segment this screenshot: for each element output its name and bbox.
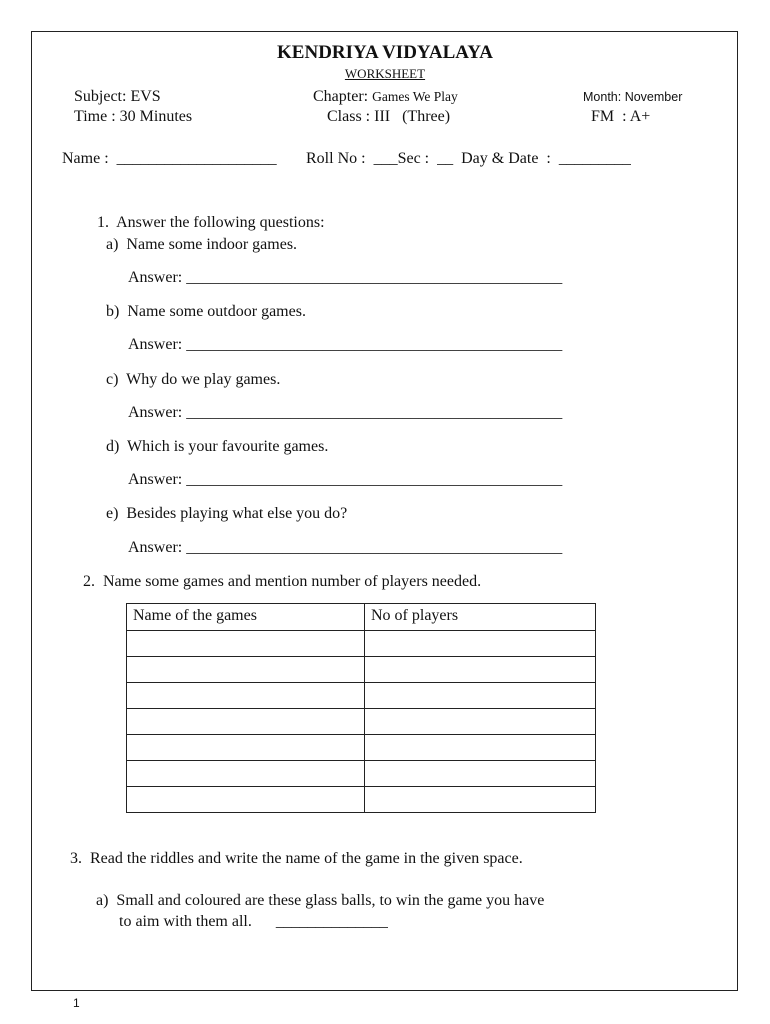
table-cell[interactable] [127,735,365,761]
table-cell[interactable] [127,631,365,657]
games-table [126,603,596,813]
q1-answer-line[interactable]: Answer: _______________________________________________ [128,471,563,488]
time: Time : 30 Minutes [74,108,193,125]
table-cell[interactable] [365,787,596,813]
table-cell[interactable] [365,683,596,709]
q1-question: e) Besides playing what else you do? [106,505,348,522]
table-cell[interactable] [365,709,596,735]
table-cell[interactable] [127,709,365,735]
chapter: Chapter: Games We Play [313,88,458,105]
q1-question: b) Name some outdoor games. [106,303,306,320]
q1-title: 1. Answer the following questions: [97,214,325,231]
table-cell[interactable] [365,631,596,657]
q1-answer-line[interactable]: Answer: _______________________________________________ [128,539,563,556]
q1-question: c) Why do we play games. [106,371,281,388]
table-row [127,761,596,787]
class-info: Class : III (Three) [327,108,451,125]
riddle-line-2[interactable]: to aim with them all. ______________ [119,913,388,930]
q3-title: 3. Read the riddles and write the name of the game in the given space. [70,850,523,867]
table-cell[interactable] [127,683,365,709]
table-row [127,735,596,761]
table-cell[interactable] [127,657,365,683]
table-row [127,657,596,683]
worksheet-label: WORKSHEET [344,66,426,81]
table-cell[interactable] [127,787,365,813]
subject: Subject: EVS [74,88,161,105]
table-header-row [127,604,596,631]
table-cell[interactable] [127,761,365,787]
table-row [127,631,596,657]
table-row [127,787,596,813]
month: Month: November [583,90,683,104]
column-header-players: No of players [365,604,596,631]
q2-title: 2. Name some games and mention number of players needed. [83,573,482,590]
q1-answer-line[interactable]: Answer: _______________________________________________ [128,269,563,286]
q1-question: a) Name some indoor games. [106,236,298,253]
page-number: 1 [73,996,80,1010]
q1-answer-line[interactable]: Answer: _______________________________________________ [128,336,563,353]
q1-answer-line[interactable]: Answer: _______________________________________________ [128,404,563,421]
q1-question: d) Which is your favourite games. [106,438,329,455]
school-name: KENDRIYA VIDYALAYA [277,42,493,63]
table-cell[interactable] [365,761,596,787]
full-marks: FM : A+ [591,108,651,125]
table-cell[interactable] [365,735,596,761]
name-field[interactable]: Name : ____________________ [62,150,277,167]
roll-sec-date-field[interactable]: Roll No : ___Sec : __ Day & Date : _________ [306,150,631,167]
column-header-games: Name of the games [127,604,365,631]
riddle-line-1: a) Small and coloured are these glass balls, to win the game you have [96,892,545,909]
table-row [127,709,596,735]
table-cell[interactable] [365,657,596,683]
table-row [127,683,596,709]
